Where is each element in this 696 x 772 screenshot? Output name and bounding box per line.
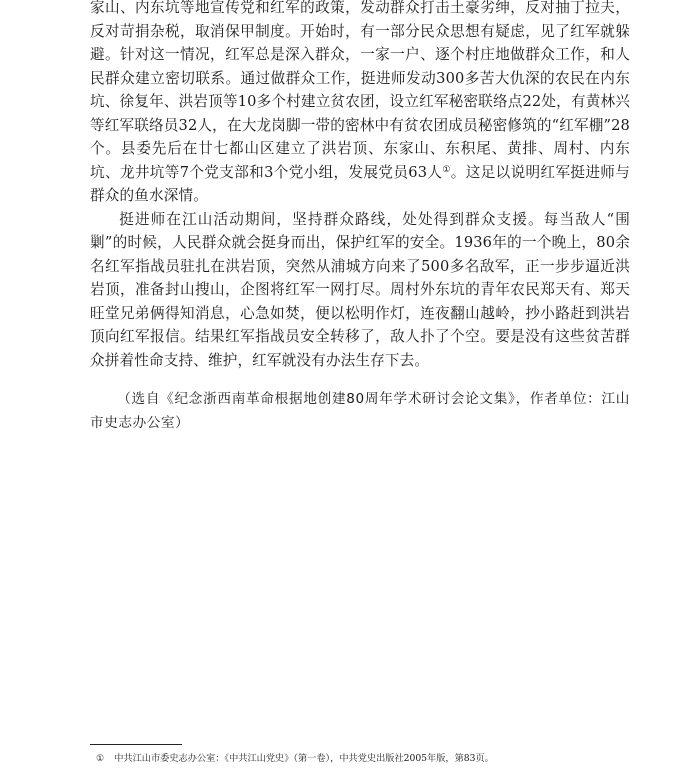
footnote-reference[interactable]: ① (442, 164, 451, 175)
footnote-mark: ① (96, 753, 105, 764)
footnote-text: 中共江山市委史志办公室：《中共江山党史》（第一卷），中共党史出版社2005年版，第83页。 (114, 753, 494, 764)
paragraph-1-text-end: 。这足以说明红军挺进师与群众的鱼水深情。 (90, 163, 630, 204)
footnote (96, 752, 616, 766)
paragraph-1-text: 家山、内东坑等地宣传党和红军的政策，发动群众打击土豪劣绅，反对抽丁拉夫，反对苛捐杂税，取消保甲制度。开始时，有一部分民众思想有疑虑，见了红军就躲避。针对这一情况，红军总是深入群众，一家一户、逐个村庄地做群众工作，和人民群众建立密切联系。通过做群众工作，挺进师发动300多苦大仇深的农民在内东坑、徐复年、洪岩顶等10多个村建立贫农团，设立红军秘密联络点22处，有黄林兴等红军联络员32人，在大龙岗脚一带的密林中有贫农团成员秘密修筑的“红军棚”28个。县委先后在廿七都山区建立了洪岩顶、东家山、东积尾、黄排、周村、内东坑、龙井坑等7个党支部和3个党小组，发展党员63人 (90, 0, 630, 181)
paragraph-1 (90, 0, 630, 208)
footnote-divider (90, 744, 182, 745)
paragraph-2: 挺进师在江山活动期间，坚持群众路线，处处得到群众支援。每当敌人“围剿”的时候，人民群众就会挺身而出，保护红军的安全。1936年的一个晚上，80余名红军指战员驻扎在洪岩顶，突然从浦城方向来了500多名敌军，正一步步逼近洪岩顶，准备封山搜山，企图将红军一网打尽。周村外东坑的青年农民郑天有、郑天旺堂兄弟俩得知消息，心急如焚，便以松明作灯，连夜翻山越岭，抄小路赶到洪岩顶向红军报信。结果红军指战员安全转移了，敌人扑了个空。要是没有这些贫苦群众拼着性命支持、维护，红军就没有办法生存下去。 (90, 210, 630, 369)
article-body (90, 0, 630, 449)
source-note: （选自《纪念浙西南革命根据地创建80周年学术研讨会论文集》，作者单位：江山市史志办公室） (90, 391, 630, 431)
